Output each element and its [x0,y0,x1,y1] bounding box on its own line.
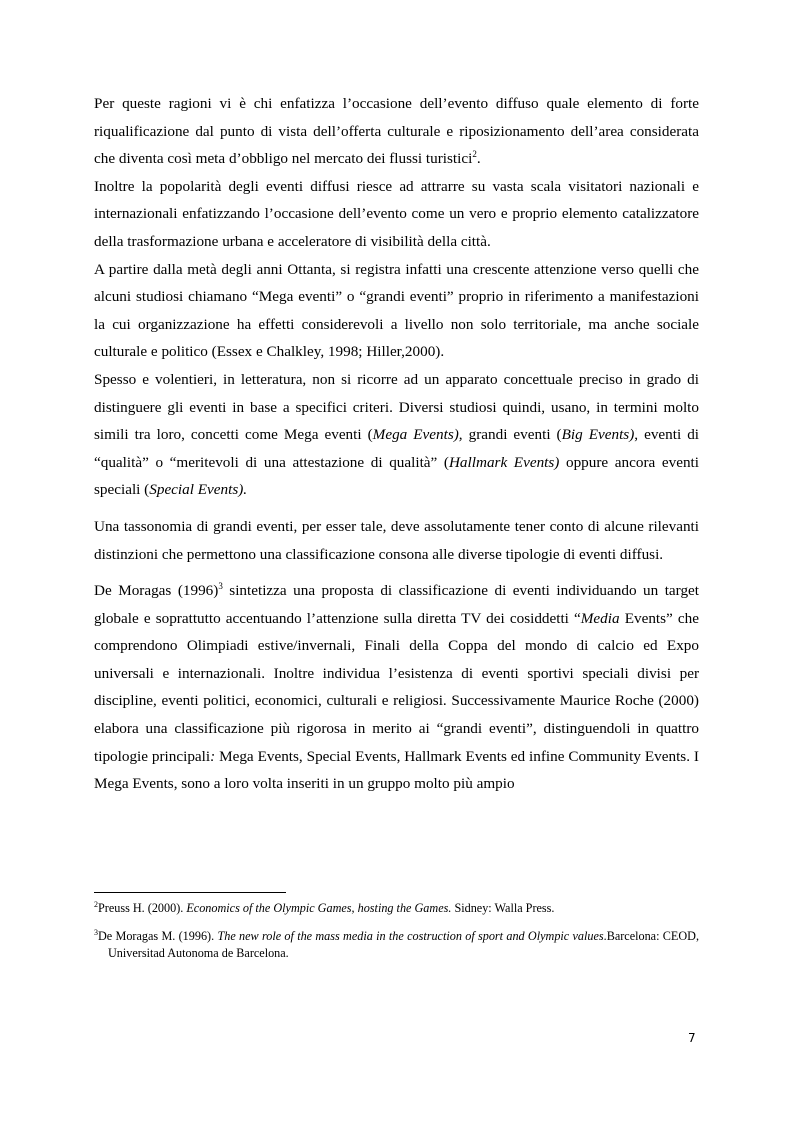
footnote-title: Economics of the Olympic Games, hosting the Games. [186,901,452,915]
paragraph-1 [94,90,699,173]
paragraph-text: sintetizza una proposta di classificazione di eventi individuando un target globale e soprattutto accentuando l’attenzione sulla diretta TV dei cosiddetti “ [94,582,699,627]
paragraph-text: Mega Events, Special Events, Hallmark Events ed infine Community Events. I Mega Events, sono a loro volta inseriti in un gruppo molto più ampio [94,747,699,793]
paragraph-5: Una tassonomia di grandi eventi, per esser tale, deve assolutamente tener conto di alcune rilevanti distinzioni che permettono una classificazione consona alle diverse tipologie di eventi diffusi. [94,517,699,563]
paragraph-4 [94,366,699,504]
footnote-separator [94,892,286,893]
paragraph-text: Per queste ragioni vi è chi enfatizza l’occasione dell’evento diffuso quale elemento di forte riqualificazione dal punto di vista dell’offerta culturale e riposizionamento dell’area considerata che diventa così meta d’obbligo nel mercato dei flussi turistici [94,95,699,168]
italic-term: : [210,747,216,765]
italic-term: Special Events). [149,481,248,499]
paragraph-text: Events” che comprendono Olimpiadi estive/invernali, Finali della Coppa del mondo di calcio ed Expo universali e internazionali. Inoltre individua l’esistenza di eventi sportivi speciali divisi per discipline, eventi politici, economici, culturali e religiosi. Successivamente Maurice Roche (2000) elabora una classificazione più rigorosa in merito ai “grandi eventi”, distinguendoli in quattro tipologie principali [94,609,700,765]
footnote-reference[interactable]: 3 [218,581,223,592]
italic-term: Big Events) [561,426,635,444]
paragraph-text: De Moragas (1996) [94,582,219,600]
footnote-text: Sidney: Walla Press. [451,901,555,915]
italic-term: Media [580,609,620,627]
paragraph-text: grandi eventi ( [462,426,562,444]
paragraph-6 [94,577,699,798]
paragraph-2: Inoltre la popolarità degli eventi diffusi riesce ad attrarre su vasta scala visitatori nazionali e internazionali enfatizzando l’occasione dell’evento come un vero e proprio elemento catalizzatore della trasformazione urbana e acceleratore di visibilità della città. [94,177,699,250]
paragraph-text: . [476,150,481,168]
page-number: 7 [688,1031,696,1045]
footnote-number: 2 [94,900,98,909]
footnote-reference[interactable]: 2 [472,149,477,160]
body-text [94,90,699,798]
paragraph-text: oppure ancora eventi speciali ( [94,453,699,499]
paragraph-3: A partire dalla metà degli anni Ottanta, si registra infatti una crescente attenzione verso quelli che alcuni studiosi chiamano “Mega eventi” o “grandi eventi” proprio in riferimento a manifestazioni la cui organizzazione ha effetti considerevoli a livello non solo territoriale, ma anche sociale culturale e politico (Essex e Chalkley, 1998; Hiller,2000). [94,260,699,361]
italic-term: Hallmark Events) [448,453,560,471]
footnote-2 [94,900,699,917]
footnote-text: Preuss H. (2000). [98,901,187,915]
footnote-text: .Barcelona: CEOD, Universitad Autonoma de Barcelona. [108,929,699,960]
italic-term: Mega Events), [372,426,463,444]
footnote-number: 3 [94,928,98,937]
footnote-3 [94,928,699,962]
footnotes [94,900,699,973]
paragraph-text: Spesso e volentieri, in letteratura, non si ricorre ad un apparato concettuale preciso in grado di distinguere gli eventi in base a specifici criteri. Diversi studiosi quindi, usano, in termini molto simili tra loro, concetti come Mega eventi ( [94,370,699,444]
paragraph-text: , eventi di “qualità” o “meritevoli di una attestazione di qualità” ( [94,426,700,471]
footnote-text: De Moragas M. (1996). [98,929,218,943]
footnote-title: The new role of the mass media in the costruction of sport and Olympic values [217,929,604,943]
